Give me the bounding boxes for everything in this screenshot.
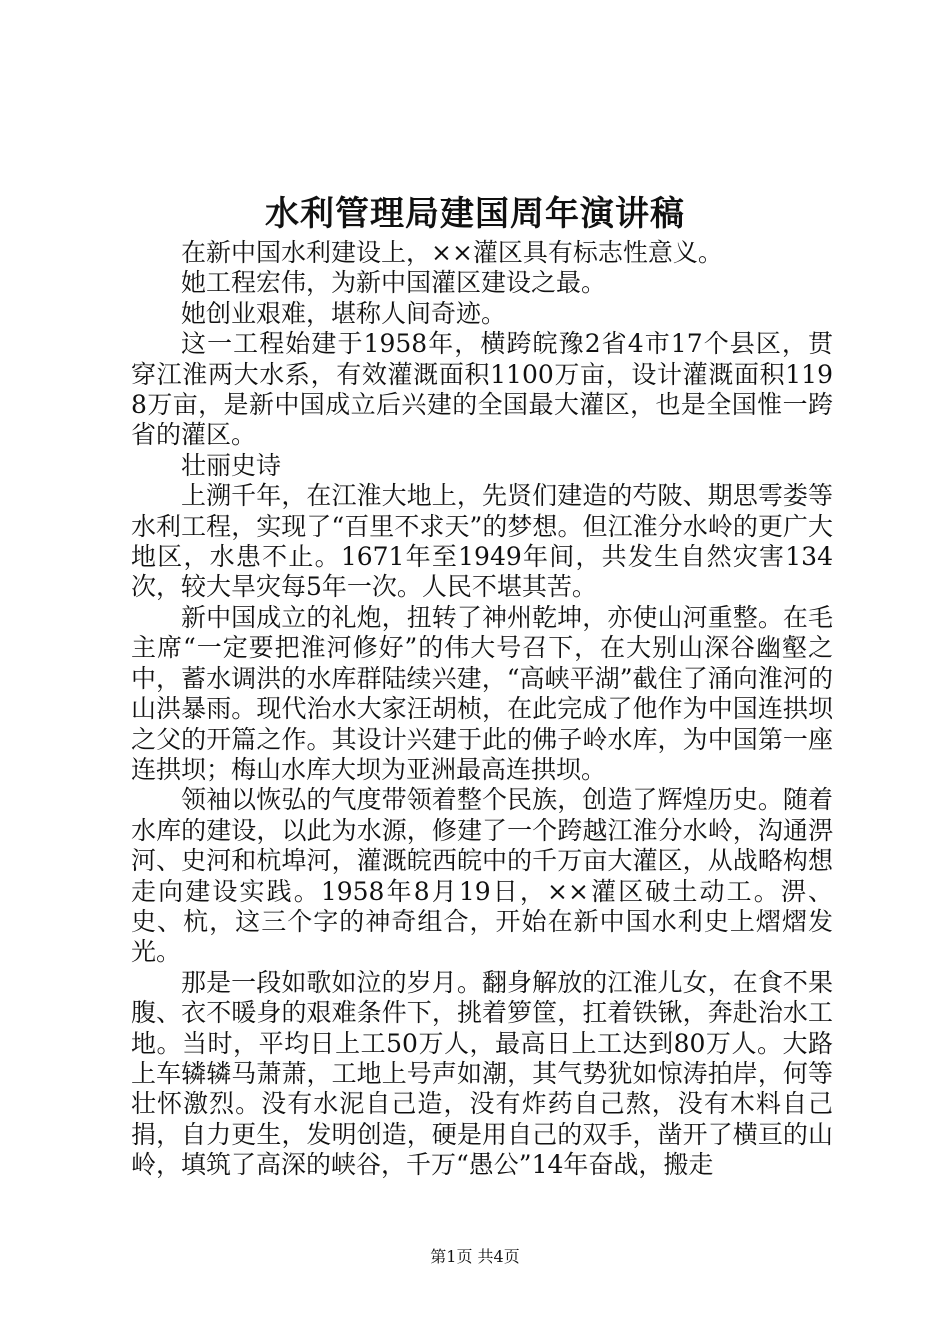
document-title: 水利管理局建国周年演讲稿: [265, 194, 685, 234]
section-heading: 壮丽史诗: [181, 450, 282, 480]
paragraph: 上溯千年，在江淮大地上，先贤们建造的芍陂、期思雩娄等水利工程，实现了“百里不求天”的梦想。但江淮分水岭的更广大地区，水患不止。1671年至1949年间，共发生自然灾害134次，较大旱灾每5年一次。人民不堪其苦。: [131, 481, 833, 602]
page-footer: 第1页 共4页: [430, 1247, 520, 1266]
paragraph: 那是一段如歌如泣的岁月。翻身解放的江淮儿女，在食不果腹、衣不暖身的艰难条件下，挑着箩筐，扛着铁锹，奔赴治水工地。当时，平均日上工50万人，最高日上工达到80万人。大路上车辚辚马萧萧，工地上号声如潮，其气势犹如惊涛拍岸，何等壮怀激烈。没有水泥自己造，没有炸药自己熬，没有木料自己捐，自力更生，发明创造，硬是用自己的双手，凿开了横亘的山岭，填筑了高深的峡谷，千万“愚公”14年奋战，搬走: [131, 967, 833, 1180]
paragraph: 她工程宏伟，为新中国灌区建设之最。: [181, 268, 607, 298]
paragraph: 在新中国水利建设上，××灌区具有标志性意义。: [181, 238, 723, 267]
paragraph: 这一工程始建于1958年，横跨皖豫2省4市17个县区，贯穿江淮两大水系，有效灌溉面积1100万亩，设计灌溉面积1198万亩，是新中国成立后兴建的全国最大灌区，也是全国惟一跨省的灌区。: [131, 329, 833, 450]
paragraph: 她创业艰难，堪称人间奇迹。: [181, 298, 507, 328]
paragraph: 新中国成立的礼炮，扭转了神州乾坤，亦使山河重整。在毛主席“一定要把淮河修好”的伟大号召下，在大别山深谷幽壑之中，蓄水调洪的水库群陆续兴建，“高峡平湖”截住了涌向淮河的山洪暴雨。现代治水大家汪胡桢，在此完成了他作为中国连拱坝之父的开篇之作。其设计兴建于此的佛子岭水库，为中国第一座连拱坝；梅山水库大坝为亚洲最高连拱坝。: [131, 602, 833, 784]
paragraph: 领袖以恢弘的气度带领着整个民族，创造了辉煌历史。随着水库的建设，以此为水源，修建了一个跨越江淮分水岭，沟通淠河、史河和杭埠河，灌溉皖西皖中的千万亩大灌区，从战略构想走向建设实践。1958年8月19日，××灌区破土动工。淠、史、杭，这三个字的神奇组合，开始在新中国水利史上熠熠发光。: [131, 785, 833, 967]
document-body: [131, 238, 833, 1181]
